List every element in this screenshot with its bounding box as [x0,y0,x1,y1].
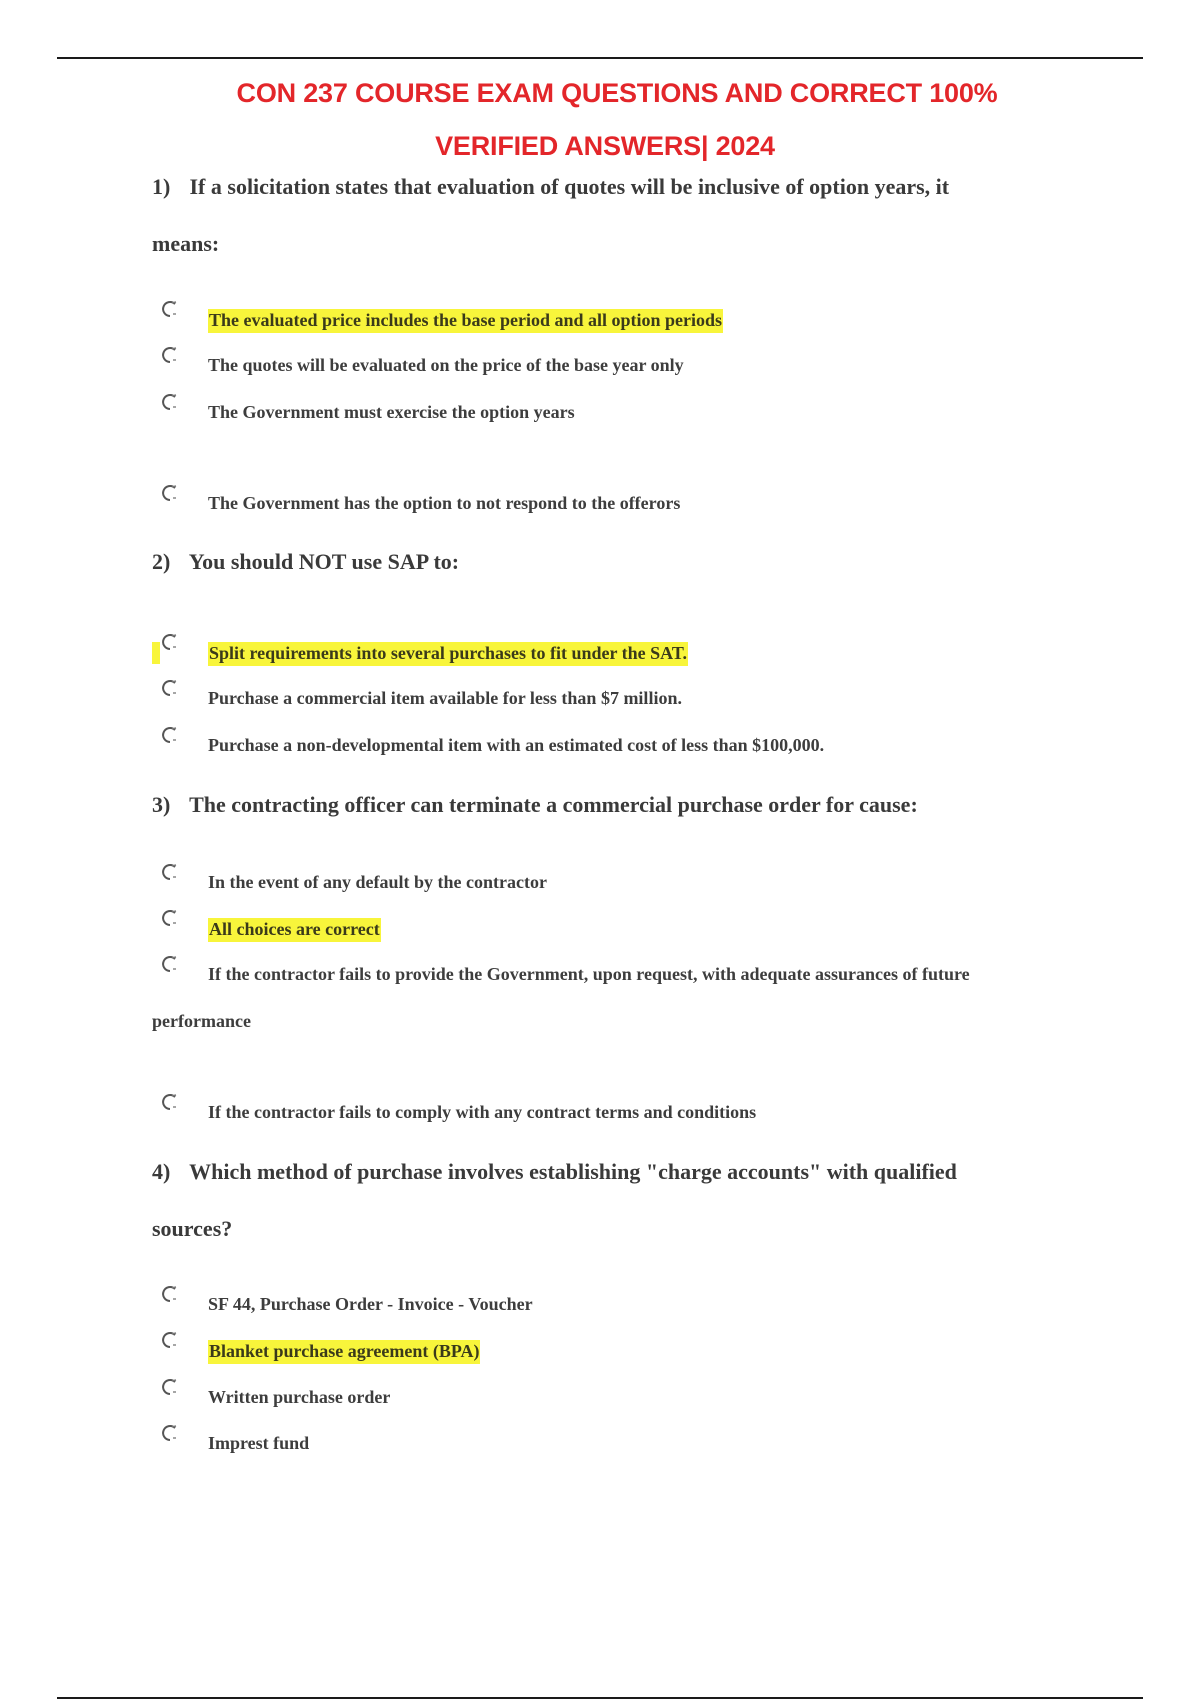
radio-icon[interactable] [160,954,180,974]
option-label-correct: All choices are correct [208,918,381,942]
option-label: Imprest fund [208,1433,310,1453]
option-label: The quotes will be evaluated on the price of the base year only [208,355,684,375]
radio-icon[interactable] [160,862,180,882]
question-text: You should NOT use SAP to: [188,549,460,574]
question-text: Which method of purchase involves establishing "charge accounts" with qualified [189,1159,957,1184]
radio-icon[interactable] [160,1377,180,1397]
highlight-marker [152,642,160,664]
document-title-line-1: CON 237 COURSE EXAM QUESTIONS AND CORRECT 100% [236,78,998,108]
question-number: 3) [152,792,171,817]
radio-icon[interactable] [160,632,180,652]
radio-icon[interactable] [160,1330,180,1350]
question-1-option-1[interactable] [160,299,723,333]
question-number: 1) [152,174,171,199]
bottom-rule [57,1697,1143,1699]
question-text: The contracting officer can terminate a commercial purchase order for cause: [189,792,918,817]
question-1 [152,174,1072,200]
option-label: Purchase a non-developmental item with an estimated cost of less than $100,000. [208,735,825,755]
option-label: Purchase a commercial item available for less than $7 million. [208,688,682,708]
question-1-continuation: means: [152,231,220,256]
radio-icon[interactable] [160,299,180,319]
question-2-option-1[interactable] [160,632,688,666]
question-4-option-1[interactable] [160,1284,533,1318]
question-3-option-3[interactable] [160,954,970,988]
option-label: If the contractor fails to comply with any contract terms and conditions [208,1102,757,1122]
top-rule [57,57,1143,59]
question-4-continuation: sources? [152,1216,233,1241]
radio-icon[interactable] [160,678,180,698]
radio-icon[interactable] [160,483,180,503]
option-label: In the event of any default by the contractor [208,872,547,892]
document-title-line-2: VERIFIED ANSWERS| 2024 [435,131,775,161]
question-3 [152,792,1072,818]
question-1-option-3[interactable] [160,392,575,426]
radio-icon[interactable] [160,1092,180,1112]
option-label-correct: The evaluated price includes the base period and all option periods [208,309,723,333]
option-label: SF 44, Purchase Order - Invoice - Voucher [208,1294,533,1314]
option-label-continuation: performance [152,1011,251,1031]
question-4-option-4[interactable] [160,1423,310,1457]
radio-icon[interactable] [160,392,180,412]
radio-icon[interactable] [160,1423,180,1443]
option-label-correct: Split requirements into several purchases to fit under the SAT. [208,642,688,666]
option-label: The Government has the option to not respond to the offerors [208,493,681,513]
option-label: Written purchase order [208,1387,391,1407]
radio-icon[interactable] [160,345,180,365]
question-3-option-4[interactable] [160,1092,757,1126]
question-4-option-3[interactable] [160,1377,391,1411]
question-2-option-2[interactable] [160,678,682,712]
option-label-correct: Blanket purchase agreement (BPA) [208,1340,480,1364]
question-3-option-2[interactable] [160,908,380,942]
radio-icon[interactable] [160,725,180,745]
question-4 [152,1159,1072,1185]
question-number: 4) [152,1159,171,1184]
question-4-option-2[interactable] [160,1330,480,1364]
radio-icon[interactable] [160,1284,180,1304]
question-1-option-2[interactable] [160,345,684,379]
question-text: If a solicitation states that evaluation of quotes will be inclusive of option years, it [189,174,950,199]
option-label: The Government must exercise the option years [208,402,575,422]
question-number: 2) [152,549,171,574]
question-3-option-1[interactable] [160,862,547,896]
question-2-option-3[interactable] [160,725,825,759]
option-label: If the contractor fails to provide the Government, upon request, with adequate assurances of future [208,964,970,984]
radio-icon[interactable] [160,908,180,928]
question-2 [152,549,1072,575]
question-1-option-4[interactable] [160,483,681,517]
